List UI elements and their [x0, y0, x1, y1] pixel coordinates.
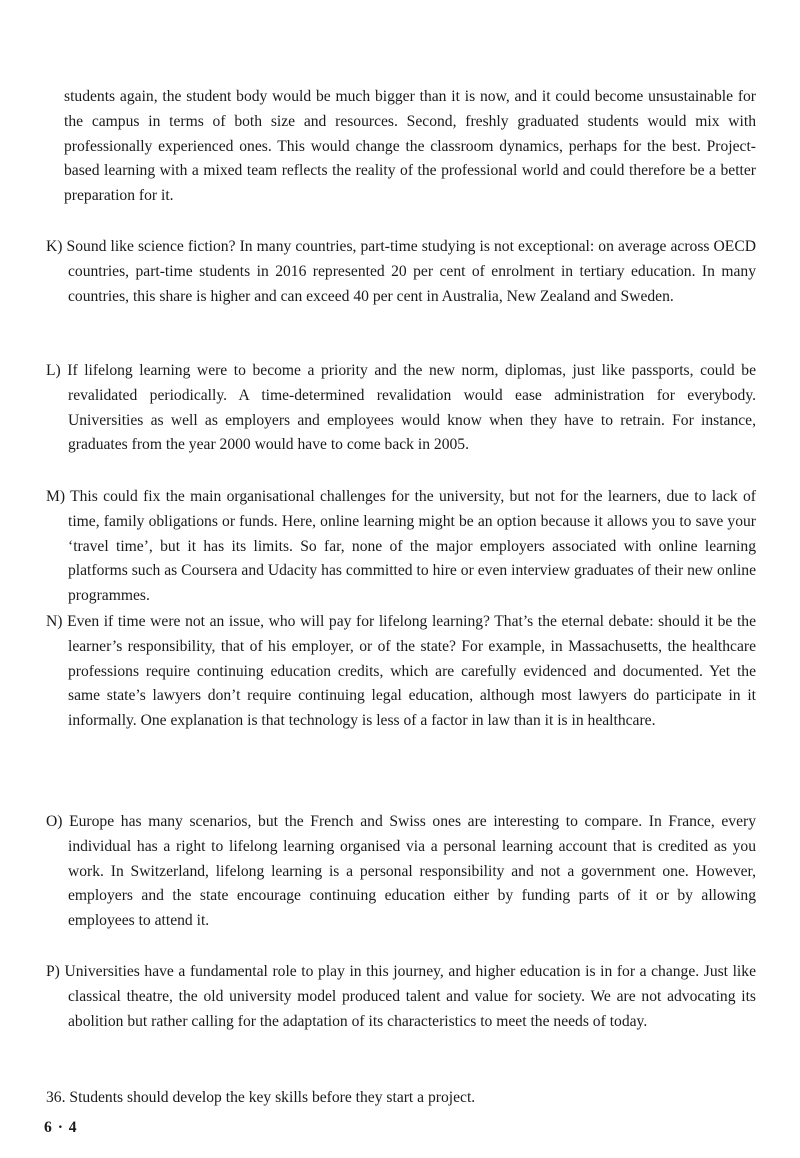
paragraph-k	[46, 235, 756, 309]
paragraph-m	[46, 485, 756, 609]
paragraph-l	[46, 359, 756, 458]
paragraph-label: K)	[46, 238, 63, 255]
question-36: 36. Students should develop the key skills before they start a project.	[46, 1089, 476, 1106]
paragraph-label: L)	[46, 362, 61, 379]
paragraph-text: If lifelong learning were to become a priority and the new norm, diplomas, just like passports, could be revalidated periodically. A time-determined revalidation would ease administration for everybody. Universities as well as employers and employees would know when they have to retrain. For instance, graduates from the year 2000 would have to come back in 2005.	[67, 362, 756, 454]
paragraph-text: Sound like science fiction? In many countries, part-time studying is not exceptional: on average across OECD countries, part-time students in 2016 represented 20 per cent of enrolment in tertiary education. In many countries, this share is higher and can exceed 40 per cent in Australia, New Zealand and Sweden.	[66, 238, 756, 305]
paragraph-n	[46, 610, 756, 734]
continuation-paragraph: students again, the student body would be much bigger than it is now, and it could become unsustainable for the campus in terms of both size and resources. Second, freshly graduated students would mix with professionally experienced ones. This would change the classroom dynamics, perhaps for the best. Project-based learning with a mixed team reflects the reality of the professional world and could therefore be a better preparation for it.	[64, 88, 756, 205]
paragraph-text: Even if time were not an issue, who will pay for lifelong learning? That’s the eternal debate: should it be the learner’s responsibility, that of his employer, or of the state? For example, in Massachusetts, the healthcare professions require continuing education credits, which are carefully evidenced and documented. Yet the same state’s lawyers don’t require continuing legal education, although most lawyers do participate in it informally. One explanation is that technology is less of a factor in law than it is in healthcare.	[67, 613, 756, 730]
paragraph-label: P)	[46, 963, 60, 980]
paragraph-label: N)	[46, 613, 63, 630]
paragraph-text: This could fix the main organisational challenges for the university, but not for the learners, due to lack of time, family obligations or funds. Here, online learning might be an option because it allows you to save your ‘travel time’, but it has its limits. So far, none of the major employers associated with online learning platforms such as Coursera and Udacity has committed to hire or even interview graduates of their new online programmes.	[68, 488, 756, 605]
paragraph-p	[46, 960, 756, 1034]
paragraph-label: M)	[46, 488, 66, 505]
page-number: 6 · 4	[44, 1119, 78, 1136]
paragraph-o	[46, 810, 756, 934]
paragraph-text: Universities have a fundamental role to play in this journey, and higher education is in for a change. Just like classical theatre, the old university model produced talent and value for society. We are not advocating its abolition but rather calling for the adaptation of its characteristics to meet the needs of today.	[64, 963, 756, 1030]
paragraph-label: O)	[46, 813, 63, 830]
paragraph-text: Europe has many scenarios, but the French and Swiss ones are interesting to compare. In France, every individual has a right to lifelong learning organised via a personal learning account that is credited as you work. In Switzerland, lifelong learning is a personal responsibility and not a government one. However, employers and the state encourage continuing education either by funding parts of it or by allowing employees to attend it.	[68, 813, 756, 930]
